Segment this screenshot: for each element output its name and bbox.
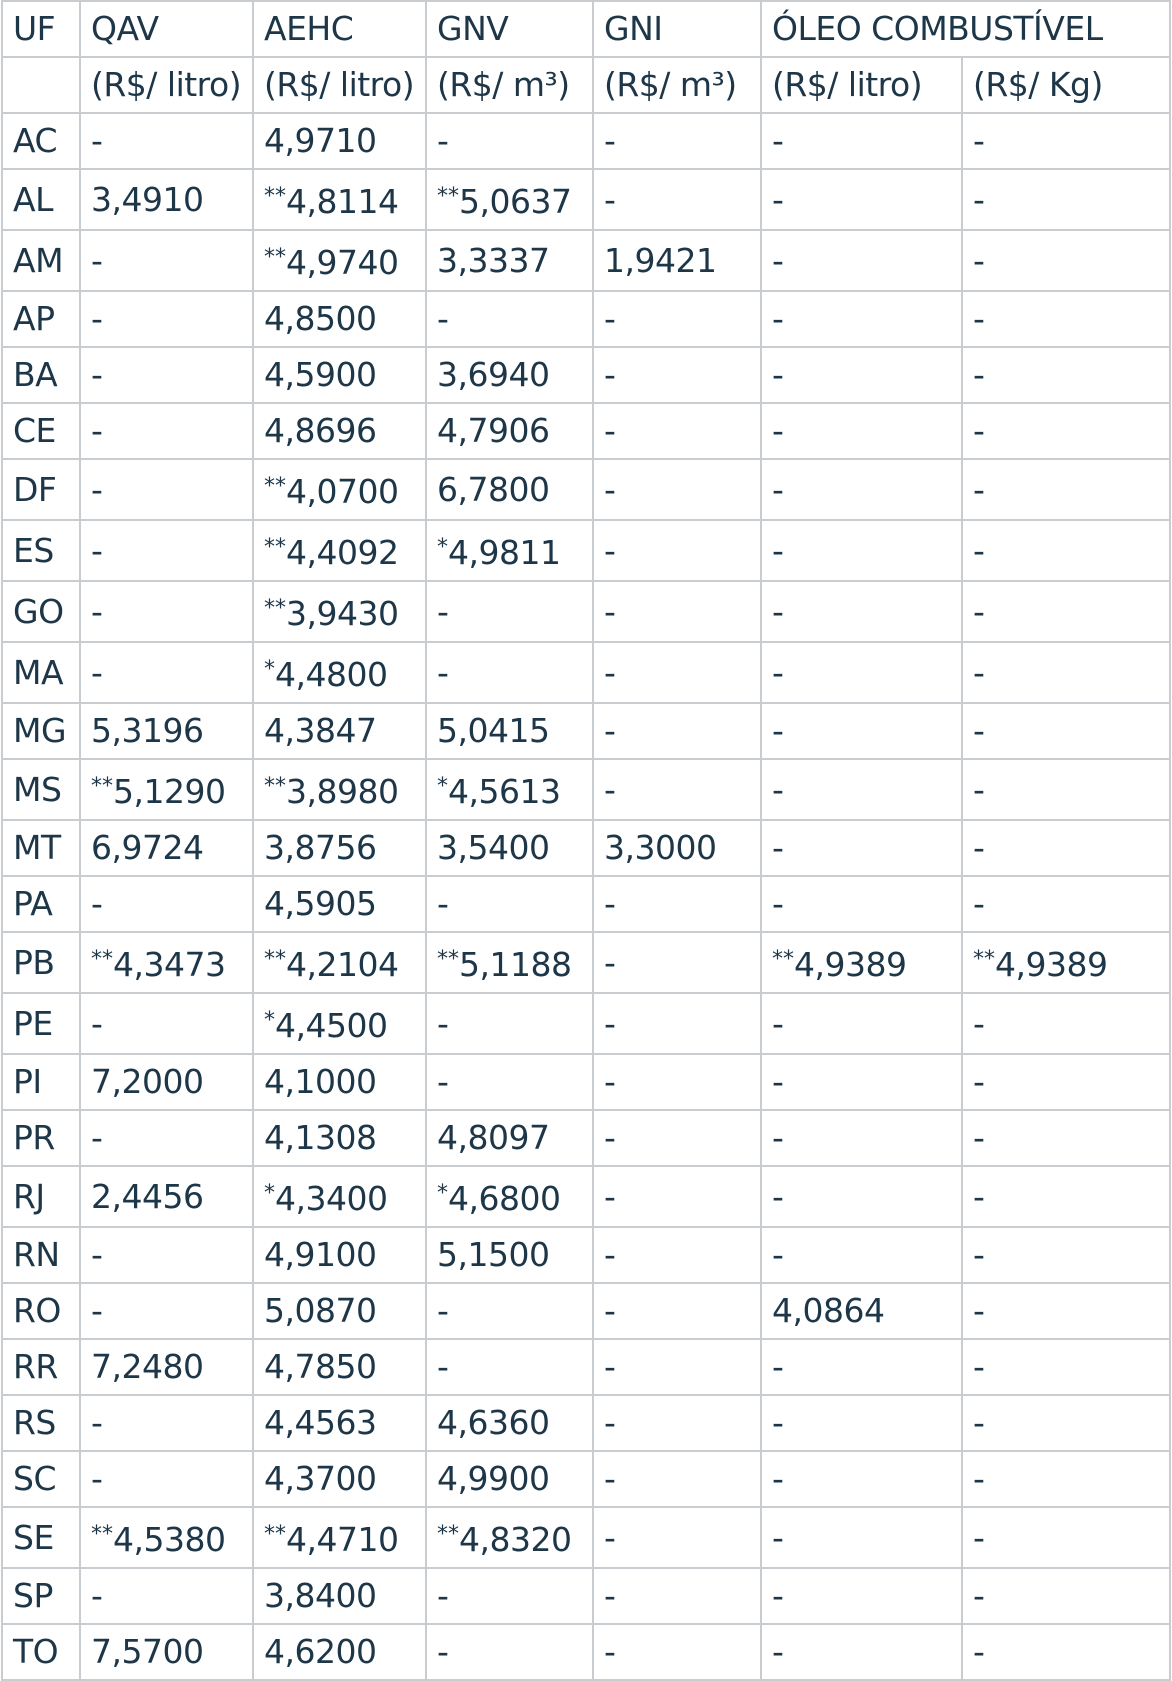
- header-gni: GNI: [593, 1, 761, 57]
- table-row: [2, 113, 1170, 169]
- cell-uf: TO: [2, 1624, 80, 1680]
- cell-oleo-litro: -: [761, 1568, 962, 1624]
- cell-aehc: 4,9710: [253, 113, 426, 169]
- cell-uf: AP: [2, 291, 80, 347]
- cell-gni: -: [593, 581, 761, 642]
- unit-qav: (R$/ litro): [80, 57, 253, 113]
- cell-gni: -: [593, 1227, 761, 1283]
- cell-aehc: 4,5900: [253, 347, 426, 403]
- cell-qav: -: [80, 1283, 253, 1339]
- table-row: [2, 459, 1170, 520]
- cell-oleo-litro: -: [761, 1395, 962, 1451]
- cell-gni: -: [593, 1624, 761, 1680]
- cell-aehc: 4,7850: [253, 1339, 426, 1395]
- cell-aehc: 4,3700: [253, 1451, 426, 1507]
- cell-oleo-litro: -: [761, 169, 962, 230]
- cell-gnv: -: [426, 1339, 593, 1395]
- cell-uf: SE: [2, 1507, 80, 1568]
- cell-gnv: -: [426, 113, 593, 169]
- cell-oleo-litro: -: [761, 876, 962, 932]
- cell-aehc: 4,8500: [253, 291, 426, 347]
- cell-aehc: **3,8980: [253, 759, 426, 820]
- cell-oleo-litro: -: [761, 347, 962, 403]
- cell-uf: PI: [2, 1054, 80, 1110]
- table-row: [2, 932, 1170, 993]
- cell-gnv: -: [426, 1054, 593, 1110]
- cell-qav: -: [80, 459, 253, 520]
- cell-qav: 6,9724: [80, 820, 253, 876]
- cell-aehc: 4,1308: [253, 1110, 426, 1166]
- table-row: [2, 520, 1170, 581]
- cell-gni: -: [593, 403, 761, 459]
- cell-aehc: 4,8696: [253, 403, 426, 459]
- cell-oleo-litro: -: [761, 581, 962, 642]
- cell-gnv: -: [426, 1624, 593, 1680]
- table-row: [2, 993, 1170, 1054]
- cell-aehc: 4,1000: [253, 1054, 426, 1110]
- cell-gnv: 4,7906: [426, 403, 593, 459]
- cell-gnv: 5,1500: [426, 1227, 593, 1283]
- cell-gni: -: [593, 642, 761, 703]
- cell-gnv: **5,0637: [426, 169, 593, 230]
- cell-oleo-litro: -: [761, 759, 962, 820]
- cell-qav: -: [80, 403, 253, 459]
- cell-qav: -: [80, 1110, 253, 1166]
- cell-aehc: **4,4092: [253, 520, 426, 581]
- cell-oleo-litro: -: [761, 1507, 962, 1568]
- cell-gnv: -: [426, 291, 593, 347]
- cell-gni: -: [593, 759, 761, 820]
- cell-qav: -: [80, 1451, 253, 1507]
- cell-gnv: 3,3337: [426, 230, 593, 291]
- cell-qav: **4,5380: [80, 1507, 253, 1568]
- cell-uf: AM: [2, 230, 80, 291]
- cell-gni: -: [593, 993, 761, 1054]
- cell-gni: -: [593, 291, 761, 347]
- table-row: [2, 1624, 1170, 1680]
- cell-gni: -: [593, 876, 761, 932]
- cell-aehc: **4,0700: [253, 459, 426, 520]
- cell-aehc: 3,8756: [253, 820, 426, 876]
- cell-oleo-litro: 4,0864: [761, 1283, 962, 1339]
- table-row: [2, 1166, 1170, 1227]
- cell-aehc: *4,4500: [253, 993, 426, 1054]
- cell-aehc: **4,8114: [253, 169, 426, 230]
- cell-oleo-litro: -: [761, 520, 962, 581]
- cell-qav: -: [80, 642, 253, 703]
- cell-uf: RJ: [2, 1166, 80, 1227]
- table-row: [2, 291, 1170, 347]
- cell-aehc: 4,9100: [253, 1227, 426, 1283]
- cell-gni: -: [593, 703, 761, 759]
- cell-gni: -: [593, 1507, 761, 1568]
- cell-oleo-litro: **4,9389: [761, 932, 962, 993]
- cell-oleo-kg: -: [962, 520, 1170, 581]
- unit-gnv: (R$/ m³): [426, 57, 593, 113]
- unit-aehc: (R$/ litro): [253, 57, 426, 113]
- cell-oleo-litro: -: [761, 1339, 962, 1395]
- cell-oleo-kg: -: [962, 1507, 1170, 1568]
- table-row: [2, 1507, 1170, 1568]
- cell-qav: 7,2000: [80, 1054, 253, 1110]
- cell-oleo-litro: -: [761, 403, 962, 459]
- unit-oleo-kg: (R$/ Kg): [962, 57, 1170, 113]
- cell-uf: PA: [2, 876, 80, 932]
- table-row: [2, 1451, 1170, 1507]
- cell-gni: -: [593, 1451, 761, 1507]
- cell-gnv: 5,0415: [426, 703, 593, 759]
- cell-oleo-kg: -: [962, 1339, 1170, 1395]
- cell-gnv: 3,5400: [426, 820, 593, 876]
- header-aehc: AEHC: [253, 1, 426, 57]
- cell-qav: **5,1290: [80, 759, 253, 820]
- cell-uf: RO: [2, 1283, 80, 1339]
- cell-aehc: 4,3847: [253, 703, 426, 759]
- table-row: [2, 759, 1170, 820]
- cell-oleo-kg: -: [962, 459, 1170, 520]
- cell-aehc: **4,9740: [253, 230, 426, 291]
- header-qav: QAV: [80, 1, 253, 57]
- cell-oleo-kg: -: [962, 1451, 1170, 1507]
- cell-uf: PR: [2, 1110, 80, 1166]
- table-row: [2, 1568, 1170, 1624]
- table-row: [2, 403, 1170, 459]
- header-row-labels: [2, 1, 1170, 57]
- cell-qav: -: [80, 1395, 253, 1451]
- cell-qav: -: [80, 291, 253, 347]
- table-row: [2, 876, 1170, 932]
- cell-oleo-kg: -: [962, 1110, 1170, 1166]
- cell-gnv: -: [426, 1568, 593, 1624]
- cell-oleo-kg: -: [962, 1283, 1170, 1339]
- cell-oleo-kg: -: [962, 403, 1170, 459]
- cell-oleo-litro: -: [761, 1451, 962, 1507]
- table-row: [2, 1283, 1170, 1339]
- cell-qav: -: [80, 347, 253, 403]
- cell-aehc: 5,0870: [253, 1283, 426, 1339]
- unit-oleo-litro: (R$/ litro): [761, 57, 962, 113]
- cell-oleo-litro: -: [761, 1227, 962, 1283]
- cell-gnv: **4,8320: [426, 1507, 593, 1568]
- header-oleo-combustivel: ÓLEO COMBUSTÍVEL: [761, 1, 1170, 57]
- cell-uf: RN: [2, 1227, 80, 1283]
- cell-oleo-litro: -: [761, 820, 962, 876]
- table-row: [2, 820, 1170, 876]
- table-row: [2, 1227, 1170, 1283]
- cell-qav: -: [80, 113, 253, 169]
- cell-uf: DF: [2, 459, 80, 520]
- cell-gnv: 4,8097: [426, 1110, 593, 1166]
- table-row: [2, 703, 1170, 759]
- cell-aehc: 4,6200: [253, 1624, 426, 1680]
- cell-oleo-kg: -: [962, 820, 1170, 876]
- cell-aehc: **3,9430: [253, 581, 426, 642]
- cell-uf: BA: [2, 347, 80, 403]
- fuel-price-table: [1, 0, 1171, 1681]
- cell-qav: 2,4456: [80, 1166, 253, 1227]
- cell-qav: -: [80, 581, 253, 642]
- cell-gni: -: [593, 113, 761, 169]
- cell-qav: 3,4910: [80, 169, 253, 230]
- cell-gni: -: [593, 1054, 761, 1110]
- cell-oleo-kg: -: [962, 113, 1170, 169]
- unit-uf: [2, 57, 80, 113]
- cell-aehc: 3,8400: [253, 1568, 426, 1624]
- cell-oleo-litro: -: [761, 1624, 962, 1680]
- cell-gni: -: [593, 347, 761, 403]
- cell-oleo-kg: -: [962, 1227, 1170, 1283]
- unit-gni: (R$/ m³): [593, 57, 761, 113]
- cell-gni: -: [593, 1339, 761, 1395]
- cell-qav: -: [80, 993, 253, 1054]
- cell-uf: PB: [2, 932, 80, 993]
- table-row: [2, 169, 1170, 230]
- cell-oleo-kg: -: [962, 291, 1170, 347]
- cell-oleo-litro: -: [761, 1054, 962, 1110]
- cell-oleo-kg: -: [962, 1624, 1170, 1680]
- cell-gnv: -: [426, 993, 593, 1054]
- cell-uf: MG: [2, 703, 80, 759]
- cell-gni: -: [593, 1395, 761, 1451]
- cell-qav: 5,3196: [80, 703, 253, 759]
- cell-gnv: **5,1188: [426, 932, 593, 993]
- table-row: [2, 642, 1170, 703]
- cell-qav: 7,2480: [80, 1339, 253, 1395]
- cell-gnv: *4,5613: [426, 759, 593, 820]
- cell-oleo-litro: -: [761, 642, 962, 703]
- cell-gnv: 4,6360: [426, 1395, 593, 1451]
- cell-uf: PE: [2, 993, 80, 1054]
- cell-uf: MT: [2, 820, 80, 876]
- cell-oleo-kg: -: [962, 581, 1170, 642]
- cell-uf: AL: [2, 169, 80, 230]
- cell-oleo-litro: -: [761, 1110, 962, 1166]
- table-row: [2, 347, 1170, 403]
- cell-gni: 3,3000: [593, 820, 761, 876]
- cell-qav: **4,3473: [80, 932, 253, 993]
- cell-uf: RS: [2, 1395, 80, 1451]
- table-header: [2, 1, 1170, 113]
- cell-gni: -: [593, 1166, 761, 1227]
- cell-qav: -: [80, 876, 253, 932]
- cell-uf: GO: [2, 581, 80, 642]
- cell-oleo-litro: -: [761, 230, 962, 291]
- cell-oleo-kg: -: [962, 1395, 1170, 1451]
- table-row: [2, 1110, 1170, 1166]
- cell-uf: AC: [2, 113, 80, 169]
- cell-aehc: **4,2104: [253, 932, 426, 993]
- cell-gnv: -: [426, 642, 593, 703]
- table-row: [2, 1054, 1170, 1110]
- cell-aehc: *4,3400: [253, 1166, 426, 1227]
- cell-gni: 1,9421: [593, 230, 761, 291]
- cell-uf: MA: [2, 642, 80, 703]
- cell-uf: SP: [2, 1568, 80, 1624]
- cell-gni: -: [593, 1110, 761, 1166]
- table-row: [2, 230, 1170, 291]
- cell-gnv: 6,7800: [426, 459, 593, 520]
- header-row-units: [2, 57, 1170, 113]
- cell-gni: -: [593, 520, 761, 581]
- cell-oleo-kg: -: [962, 759, 1170, 820]
- cell-qav: -: [80, 1568, 253, 1624]
- table-body: [2, 113, 1170, 1680]
- header-uf: UF: [2, 1, 80, 57]
- table-row: [2, 581, 1170, 642]
- table-row: [2, 1339, 1170, 1395]
- cell-qav: 7,5700: [80, 1624, 253, 1680]
- table-row: [2, 1395, 1170, 1451]
- cell-gnv: -: [426, 876, 593, 932]
- cell-gnv: -: [426, 1283, 593, 1339]
- cell-gnv: *4,6800: [426, 1166, 593, 1227]
- cell-gnv: 3,6940: [426, 347, 593, 403]
- cell-oleo-litro: -: [761, 703, 962, 759]
- cell-gni: -: [593, 1568, 761, 1624]
- cell-uf: RR: [2, 1339, 80, 1395]
- cell-gni: -: [593, 169, 761, 230]
- cell-oleo-kg: -: [962, 1054, 1170, 1110]
- cell-oleo-litro: -: [761, 113, 962, 169]
- cell-oleo-kg: -: [962, 993, 1170, 1054]
- cell-gni: -: [593, 932, 761, 993]
- cell-gni: -: [593, 1283, 761, 1339]
- cell-oleo-litro: -: [761, 459, 962, 520]
- cell-oleo-kg: -: [962, 876, 1170, 932]
- cell-oleo-litro: -: [761, 1166, 962, 1227]
- cell-oleo-kg: -: [962, 703, 1170, 759]
- cell-oleo-kg: -: [962, 169, 1170, 230]
- cell-uf: SC: [2, 1451, 80, 1507]
- cell-uf: ES: [2, 520, 80, 581]
- cell-gnv: *4,9811: [426, 520, 593, 581]
- cell-uf: CE: [2, 403, 80, 459]
- cell-oleo-kg: -: [962, 1568, 1170, 1624]
- cell-gnv: -: [426, 581, 593, 642]
- cell-gni: -: [593, 459, 761, 520]
- cell-aehc: **4,4710: [253, 1507, 426, 1568]
- cell-aehc: 4,4563: [253, 1395, 426, 1451]
- cell-oleo-kg: **4,9389: [962, 932, 1170, 993]
- cell-aehc: *4,4800: [253, 642, 426, 703]
- cell-qav: -: [80, 1227, 253, 1283]
- cell-oleo-litro: -: [761, 291, 962, 347]
- cell-oleo-kg: -: [962, 1166, 1170, 1227]
- header-gnv: GNV: [426, 1, 593, 57]
- cell-gnv: 4,9900: [426, 1451, 593, 1507]
- cell-oleo-litro: -: [761, 993, 962, 1054]
- cell-oleo-kg: -: [962, 347, 1170, 403]
- cell-qav: -: [80, 520, 253, 581]
- cell-qav: -: [80, 230, 253, 291]
- cell-oleo-kg: -: [962, 642, 1170, 703]
- cell-oleo-kg: -: [962, 230, 1170, 291]
- cell-aehc: 4,5905: [253, 876, 426, 932]
- cell-uf: MS: [2, 759, 80, 820]
